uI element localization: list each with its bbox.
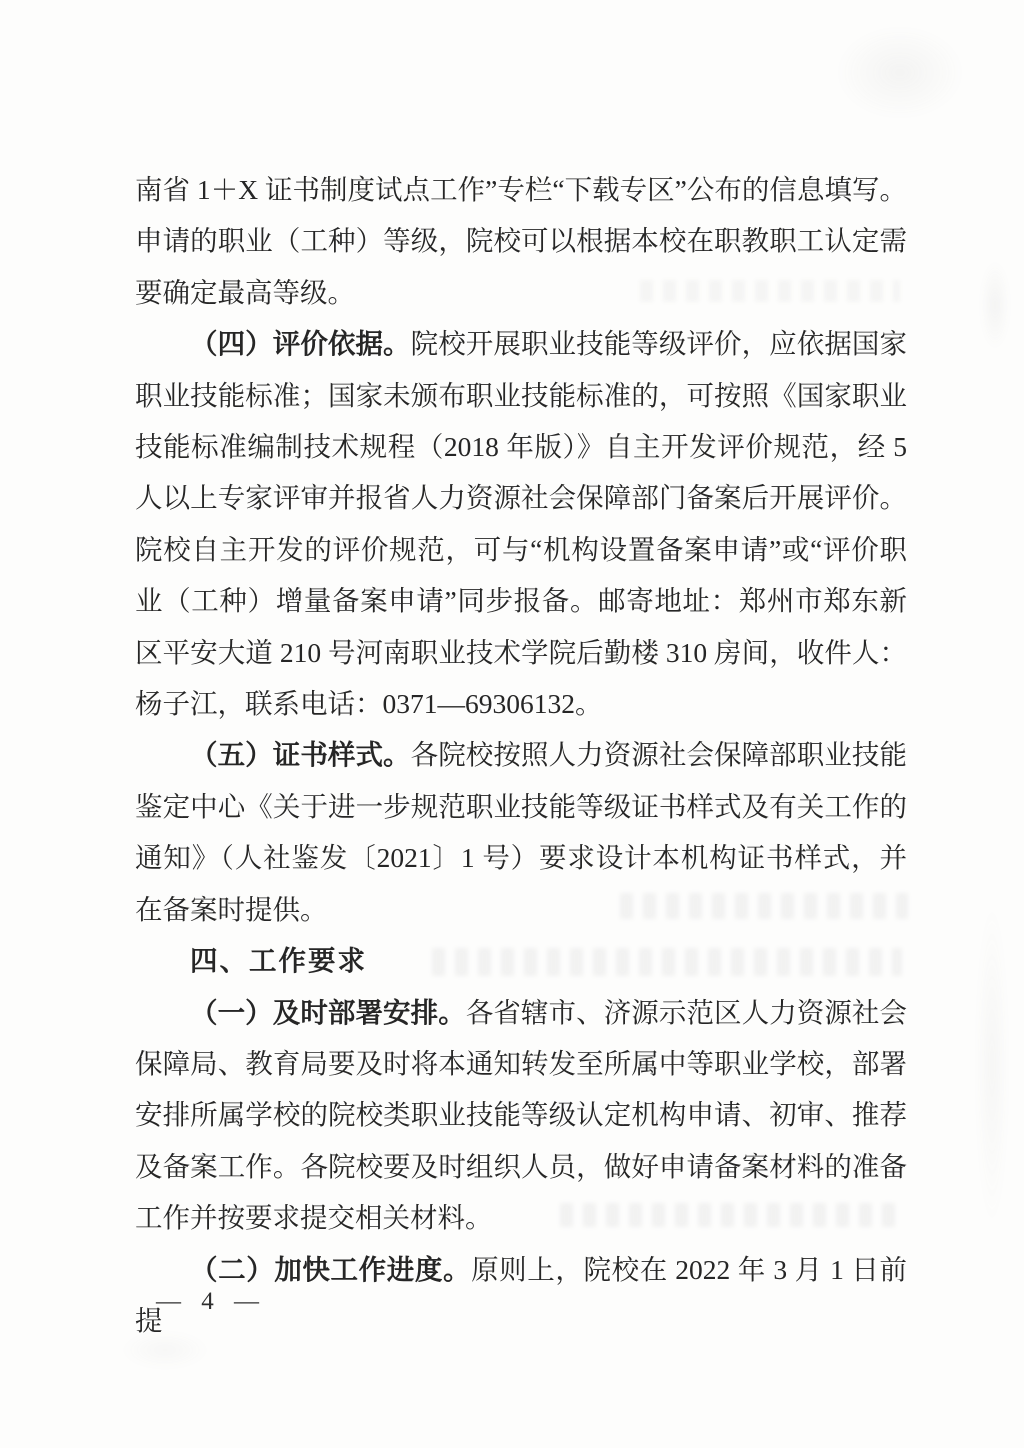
paragraph-lead: （二）加快工作进度。 (190, 1253, 472, 1285)
paragraph-lead: （一）及时部署安排。 (190, 996, 466, 1028)
paragraph-continuation: 南省 1＋X 证书制度试点工作”专栏“下载专区”公布的信息填写。申请的职业（工种）等级，院校可以根据本校在职教职工认定需要确定最高等级。 (135, 174, 907, 308)
paragraph-body: 各院校按照人力资源社会保障部职业技能鉴定中心《关于进一步规范职业技能等级证书样式及有关工作的通知》（人社鉴发〔2021〕1 号）要求设计本机构证书样式，并在备案时提供。 (135, 739, 907, 925)
paragraph-body: 各省辖市、济源示范区人力资源社会保障局、教育局要及时将本通知转发至所属中等职业学校，部署安排所属学校的院校类职业技能等级认定机构申请、初审、推荐及备案工作。各院校要及时组织人员，做好申请备案材料的准备工作并按要求提交相关材料。 (135, 996, 908, 1234)
paragraph-lead: （四）评价依据。 (190, 328, 411, 360)
scan-artifact (975, 900, 1009, 1230)
scan-artifact (980, 260, 1010, 350)
paragraph-body: 原则上，院校在 2022 年 3 月 1 日前提 (135, 1253, 908, 1336)
document-body (135, 164, 907, 1346)
section-heading-work-requirements: 四、工作要求 (190, 945, 367, 977)
paragraph-lead: （五）证书样式。 (190, 739, 411, 771)
paragraph-item-four (135, 318, 907, 729)
paragraph-item-five (135, 729, 907, 935)
paragraph-body: 院校开展职业技能等级评价，应依据国家职业技能标准；国家未颁布职业技能标准的，可按照《国家职业技能标准编制技术规程（2018 年版）》自主开发评价规范，经 5 人以上专家评审并报省人力资源社会保障部门备案后开展评价。院校自主开发的评价规范，可与“机构设置备案申请”或“评价职业（工种）增量备案申请”同步报备。邮寄地址：郑州市郑东新区平安大道 210 号河南职业技术学院后勤楼 310 房间，收件人：杨子江，联系电话：0371—69306132。 (135, 328, 907, 720)
paragraph-item-one (135, 987, 907, 1244)
page-number: — 4 — (156, 1288, 266, 1315)
scan-artifact (835, 25, 965, 120)
